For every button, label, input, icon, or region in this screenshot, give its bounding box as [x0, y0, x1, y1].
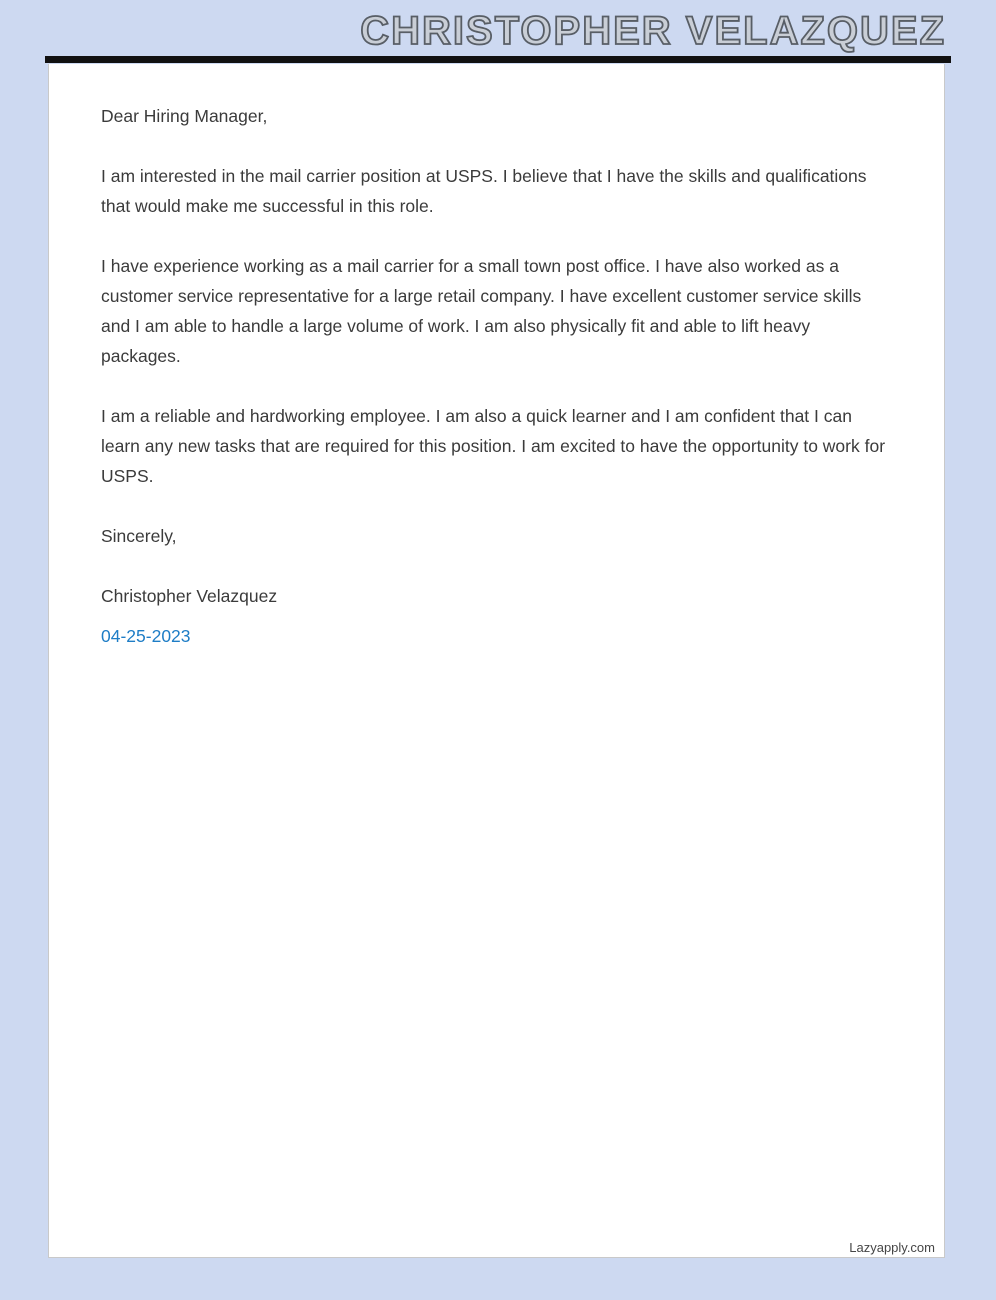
header-divider: [45, 56, 951, 63]
letter-date: 04-25-2023: [101, 626, 191, 646]
letterhead: [0, 0, 996, 56]
watermark-text: Lazyapply.com: [849, 1240, 935, 1255]
closing: Sincerely,: [101, 526, 177, 546]
salutation: Dear Hiring Manager,: [101, 106, 268, 126]
signature-name: Christopher Velazquez: [101, 586, 278, 606]
letter-paragraph-2: I have experience working as a mail carrier for a small town post office. I have also worked as a customer service representative for a large retail company. I have excellent customer service skills and I am able to handle a large volume of work. I am also physically fit and able to lift heavy packages.: [101, 256, 862, 366]
letter-paragraph-1: I am interested in the mail carrier position at USPS. I believe that I have the skills and qualifications that would make me successful in this role.: [101, 166, 867, 216]
applicant-name-heading: CHRISTOPHER VELAZQUEZ: [360, 9, 946, 53]
letter-page: [48, 64, 945, 1258]
letter-paragraph-3: I am a reliable and hardworking employee. I am also a quick learner and I am confident that I can learn any new tasks that are required for this position. I am excited to have the opportunity to work for USPS.: [101, 406, 886, 486]
